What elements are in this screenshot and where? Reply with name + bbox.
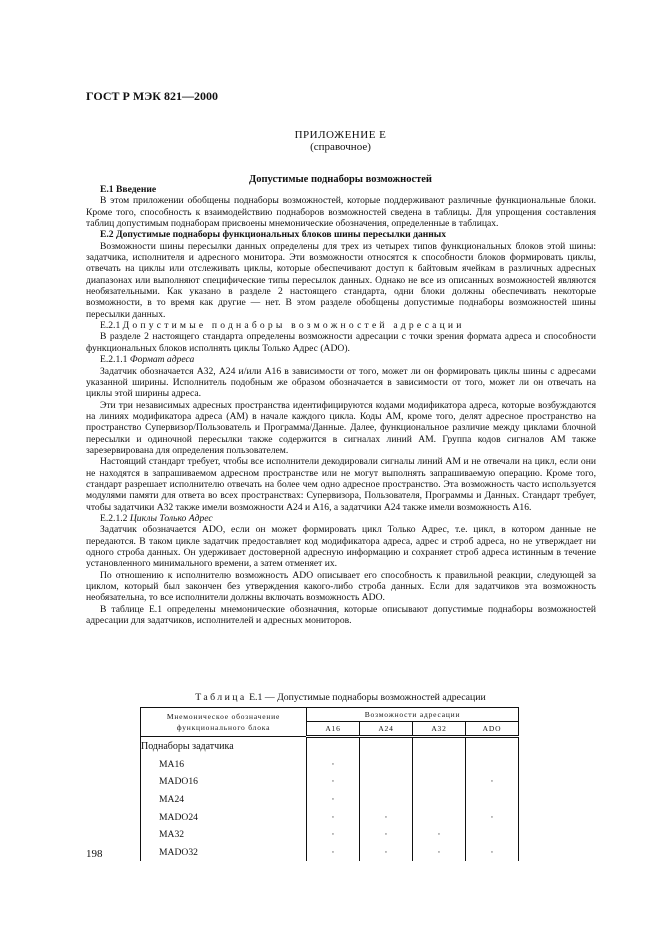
capability-cell: · xyxy=(307,756,360,774)
capability-cell: · xyxy=(466,808,519,826)
group-label: Поднаборы задатчика xyxy=(141,737,307,756)
capability-cell xyxy=(360,791,413,809)
capability-cell: · xyxy=(307,791,360,809)
paragraph: Настоящий стандарт требует, чтобы все исполнители декодировали сигналы линий АМ и не отвечали на цикл, если они не находятся в запрашиваемом адресном пространстве или не могут выполнять запрашиваемую операцию. Кроме того, стандарт разрешает исполнителю отвечать на более чем одно адресное пространство. Эта возможность часто используется модулями памяти для ответа во всех пространствах: Супервизора, Пользователя, Программы и Данных. Стандарт требует, чтобы задатчики А32 также имели возможности А24 и А16, а задатчики А24 также имели возможность А16. xyxy=(86,456,596,513)
row-name: MADO32 xyxy=(141,844,307,862)
paragraph: По отношению к исполнителю возможность ADO описывает его способность к правильной реакции, следующей за циклом, который был закончен без утверждения какого-либо строба данных. Если для задатчиков эта возможность необязательна, то все исполнители должны включать возможность ADO. xyxy=(86,569,596,604)
capability-cell xyxy=(413,808,466,826)
capability-cell xyxy=(466,826,519,844)
capability-cell: · xyxy=(360,808,413,826)
capability-cell xyxy=(466,791,519,809)
col-header: А24 xyxy=(360,722,413,737)
col-header: А16 xyxy=(307,722,360,737)
caption-word: Таблица xyxy=(195,692,247,703)
heading-text: Циклы Только Адрес xyxy=(129,512,213,524)
col-header-name: Мнемоническое обозначение функционального блока xyxy=(141,708,307,737)
row-name: МА16 xyxy=(141,756,307,774)
capability-cell xyxy=(360,773,413,791)
heading-number: Е.2.1.1 xyxy=(100,354,128,366)
capability-cell: · xyxy=(360,826,413,844)
paragraph: В таблице Е.1 определены мнемонические обозначния, которые описывают допустимые поднаборы возможностей адресации для задатчиков, исполнителей и адресных мониторов. xyxy=(86,603,596,627)
capability-cell: · xyxy=(307,773,360,791)
capability-cell: · xyxy=(413,826,466,844)
addressing-table xyxy=(140,707,519,861)
row-name: МА32 xyxy=(141,826,307,844)
paragraph: Задатчик обозначается ADO, если он может формировать цикл Только Адрес, т.е. цикл, в котором данные не передаются. В таком цикле задатчик предоставляет код модификатора адреса, адрес и строб адреса, но не утверждает ни одного строба данных. Он удерживает достоверной адресную информацию и сохраняет строб адреса истинным в течение установленного минимального времени, а затем отменяет их. xyxy=(86,524,596,570)
body-text xyxy=(86,184,596,626)
heading-e212 xyxy=(86,513,596,524)
heading-e21 xyxy=(86,320,596,331)
row-name: МА24 xyxy=(141,791,307,809)
capability-cell: · xyxy=(307,844,360,862)
table-row xyxy=(141,808,519,826)
heading-number: Е.2.1 xyxy=(100,320,121,332)
page-number: 198 xyxy=(86,848,103,860)
row-name: MADO16 xyxy=(141,773,307,791)
standard-header: ГОСТ Р МЭК 821—2000 xyxy=(86,89,218,103)
capability-cell: · xyxy=(466,844,519,862)
heading-e211 xyxy=(86,354,596,365)
table-group-row xyxy=(141,737,519,756)
paragraph: Задатчик обозначается А32, А24 и/или А16 в зависимости от того, может ли он формировать циклы шины с адресами указанной ширины. Исполнитель подобным же образом обозначается в зависимости от того, может ли он отвечать на циклы этой ширины адреса. xyxy=(86,365,596,400)
capability-cell xyxy=(413,773,466,791)
paragraph: Возможности шины пересылки данных определены для трех из четырех типов функциональных блоков этой шины: задатчика, исполнителя и адресного монитора. Эти возможности относятся к способности блоков формировать циклы, отвечать на циклы или отслеживать циклы, которые обеспечивают доступ к байтовым ячейкам в различных адресных диапазонах или выполняют специфические типы пересылок данных. Однако не все из описанных возможностей являются необязательными. Как указано в разделе 2 настоящего стандарта, одни блоки должны обеспечивать некоторые возможности, в то время как другие — нет. В этом разделе обобщены допустимые поднаборы возможностей шины пересылки данных. xyxy=(86,240,596,320)
capability-cell: · xyxy=(360,844,413,862)
appendix-title: ПРИЛОЖЕНИЕ Е xyxy=(294,129,387,141)
table-row xyxy=(141,826,519,844)
heading-text: Допустимые поднаборы возможностей адресации xyxy=(122,320,465,332)
capability-cell: · xyxy=(466,773,519,791)
paragraph: В этом приложении обобщены поднаборы возможностей, которые поддерживают различные функциональные блоки. Кроме того, способность к взаимодействию поднаборов возможностей сведена в таблицы. Для упрощения составления таблиц допустимым поднаборам присвоены мнемонические обозначения, определенные в таблицах. xyxy=(86,195,596,230)
caption-text: Е.1 — Допустимые поднаборы возможностей адресации xyxy=(249,692,486,703)
capability-cell: · xyxy=(307,808,360,826)
paragraph: Эти три независимых адресных пространства идентифицируются кодами модификатора адреса, которые возбуждаются на линиях модификатора адреса (АМ) в начале каждого цикла. Коды АМ, кроме того, делят адресное пространство на пространство Супервизор/Пользователь и Программа/Данные. Далее, функциональное различие между циклами блочной пересылки и одиночной пересылки также содержится в сигналах линий АМ. Группа кодов сигналов АМ также зарезервирована для определения пользователем. xyxy=(86,399,596,456)
col-header: А32 xyxy=(413,722,466,737)
row-name: MADO24 xyxy=(141,808,307,826)
capability-cell xyxy=(413,791,466,809)
table-caption xyxy=(10,692,661,703)
capability-cell xyxy=(413,756,466,774)
col-header: ADO xyxy=(466,722,519,737)
table-row xyxy=(141,773,519,791)
section-title: Допустимые поднаборы возможностей xyxy=(249,174,432,185)
capability-cell xyxy=(466,756,519,774)
table-row xyxy=(141,791,519,809)
heading-text: Формат адреса xyxy=(129,354,195,366)
table-row xyxy=(141,756,519,774)
heading-number: Е.2.1.2 xyxy=(100,512,128,524)
capability-cell xyxy=(360,756,413,774)
capability-cell: · xyxy=(413,844,466,862)
paragraph: В разделе 2 настоящего стандарта определены возможности адресации с точки зрения формата адреса и способности функциональных блоков исполнять циклы Только Адрес (ADO). xyxy=(86,331,596,354)
capability-cell: · xyxy=(307,826,360,844)
table-row xyxy=(141,844,519,862)
heading-e1: Е.1 Введение xyxy=(100,184,157,195)
appendix-note: (справочное) xyxy=(310,141,371,153)
col-header-group: Возможности адресации xyxy=(307,708,519,722)
heading-e2: Е.2 Допустимые поднаборы функциональных блоков шины пересылки данных xyxy=(100,229,447,241)
